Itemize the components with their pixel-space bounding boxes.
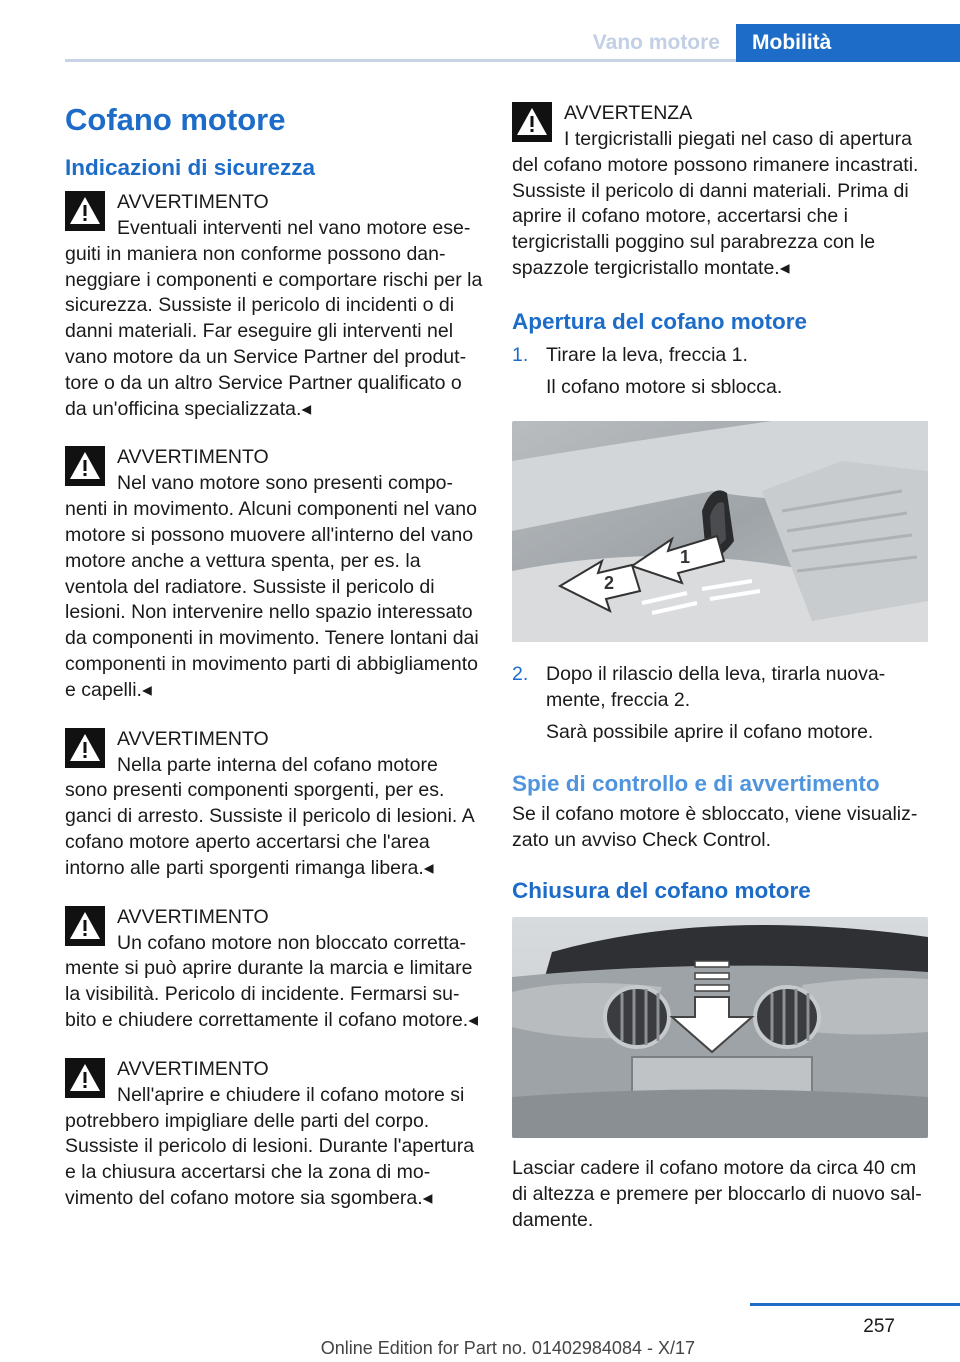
warning-triangle-icon <box>65 191 105 231</box>
safety-heading: Indicazioni di sicurezza <box>65 155 316 180</box>
warning-title: AVVERTIMENTO <box>117 446 269 469</box>
chapter-tab[interactable]: Mobilità <box>736 24 960 62</box>
lamps-text: Se il cofano motore è sbloccato, viene visualizzato un avviso Check Control. <box>512 802 918 851</box>
page-header <box>65 24 960 62</box>
page-number: 257 <box>863 1316 895 1337</box>
warning-text: Nell'aprire e chiudere il cofano motore si potrebbero impigliare delle parti del corpo. Sussiste il pericolo di lesioni. Durante l'apertura e la chiusura accertarsi che la zona di movimento del cofano motore sia sgombera.◂ <box>65 1083 475 1209</box>
warning-text: Nel vano motore sono presenti componenti in movimento. Alcuni componenti nel vano motore si possono muovere all'interno del vano motore anche a vettura spenta, per es. la ventola del radiatore. Sussiste il pericolo di lesioni. Non intervenire nello spazio interessato da componenti in movimento. Tenere lontani dai componenti in movimento parti di abbigliamento e capelli.◂ <box>65 472 479 701</box>
warning-triangle-icon <box>65 1058 105 1098</box>
arrow-1-label: 1 <box>680 547 691 568</box>
warning-title: AVVERTIMENTO <box>117 727 269 750</box>
step-number: 1. <box>512 343 529 366</box>
closing-heading: Chiusura del cofano motore <box>512 878 811 904</box>
warning-text: Eventuali interventi nel vano motore eseguiti in maniera non conforme possono danneggiare i componenti e comportare rischi per la sicurezza. Sussiste il pericolo di incidenti o di danni materiali. Far eseguire gli interventi nel vano motore da un Service Partner del produttore o da un altro Service Partner qualificato o da un'officina specializzata.◂ <box>65 217 483 420</box>
warning-title: AVVERTIMENTO <box>117 905 269 928</box>
hood-closing-illustration <box>512 917 928 1138</box>
warning-triangle-icon <box>65 446 105 486</box>
hood-lever-photo <box>512 421 928 642</box>
warning-triangle-icon <box>65 906 105 946</box>
opening-heading: Apertura del cofano motore <box>512 308 808 334</box>
page-title: Cofano motore <box>65 102 286 137</box>
opening-steps <box>512 343 928 746</box>
step-result: Sarà possibile aprire il cofano motore. <box>546 720 874 743</box>
notice-text: I tergicristalli piegati nel caso di apertura del cofano motore possono rimanere incastrati. Sussiste il pericolo di danni materiali. Prima di aprire il cofano motore, accertarsi che i tergicristalli poggino sul parabrezza con le spazzole tergicristallo montate.◂ <box>512 128 919 279</box>
left-column <box>65 100 483 1234</box>
footer-rule <box>750 1303 960 1306</box>
warning-block <box>65 726 483 882</box>
step-number: 2. <box>512 663 529 686</box>
warning-block <box>65 1056 483 1212</box>
warning-text: Un cofano motore non bloccato correttamente si può aprire durante la marcia e limitare la visibilità. Pericolo di incidente. Fermarsi subito e chiudere correttamente il cofano motore.◂ <box>65 931 479 1031</box>
edition-label: Online Edition for Part no. 01402984084 - X/17 <box>320 1338 695 1358</box>
wiper-notice-block <box>512 100 928 282</box>
step-text: Dopo il rilascio della leva, tirarla nuovamente, freccia 2. <box>546 663 886 712</box>
hood-lever-illustration <box>512 421 928 642</box>
warning-block <box>65 904 483 1034</box>
step-item <box>512 343 928 401</box>
warning-triangle-icon <box>65 728 105 768</box>
warning-title: AVVERTIMENTO <box>117 1057 269 1080</box>
warning-text: Nella parte interna del cofano motore sono presenti componenti sporgenti, per es. ganci di arresto. Sussiste il pericolo di lesioni. A cofano motore aperto accertarsi che l'area intorno alle parti sporgenti rimanga libera.◂ <box>65 753 474 879</box>
step-text: Tirare la leva, freccia 1. <box>546 343 748 366</box>
closing-text: Lasciar cadere il cofano motore da circa 40 cm di altezza e premere per bloccarlo di nuovo saldamente. <box>512 1157 922 1231</box>
warning-block <box>65 444 483 703</box>
warning-title: AVVERTIMENTO <box>117 191 269 213</box>
step-item <box>512 662 928 745</box>
warning-triangle-icon <box>512 102 552 142</box>
hood-closing-photo <box>512 917 928 1138</box>
notice-title: AVVERTENZA <box>564 102 693 124</box>
section-tab[interactable]: Vano motore <box>592 31 720 54</box>
step-result: Il cofano motore si sblocca. <box>546 375 783 398</box>
arrow-2-label: 2 <box>604 573 615 594</box>
warning-block <box>65 189 483 422</box>
lamps-heading: Spie di controllo e di avvertimento <box>512 770 880 796</box>
right-column <box>512 100 928 1234</box>
